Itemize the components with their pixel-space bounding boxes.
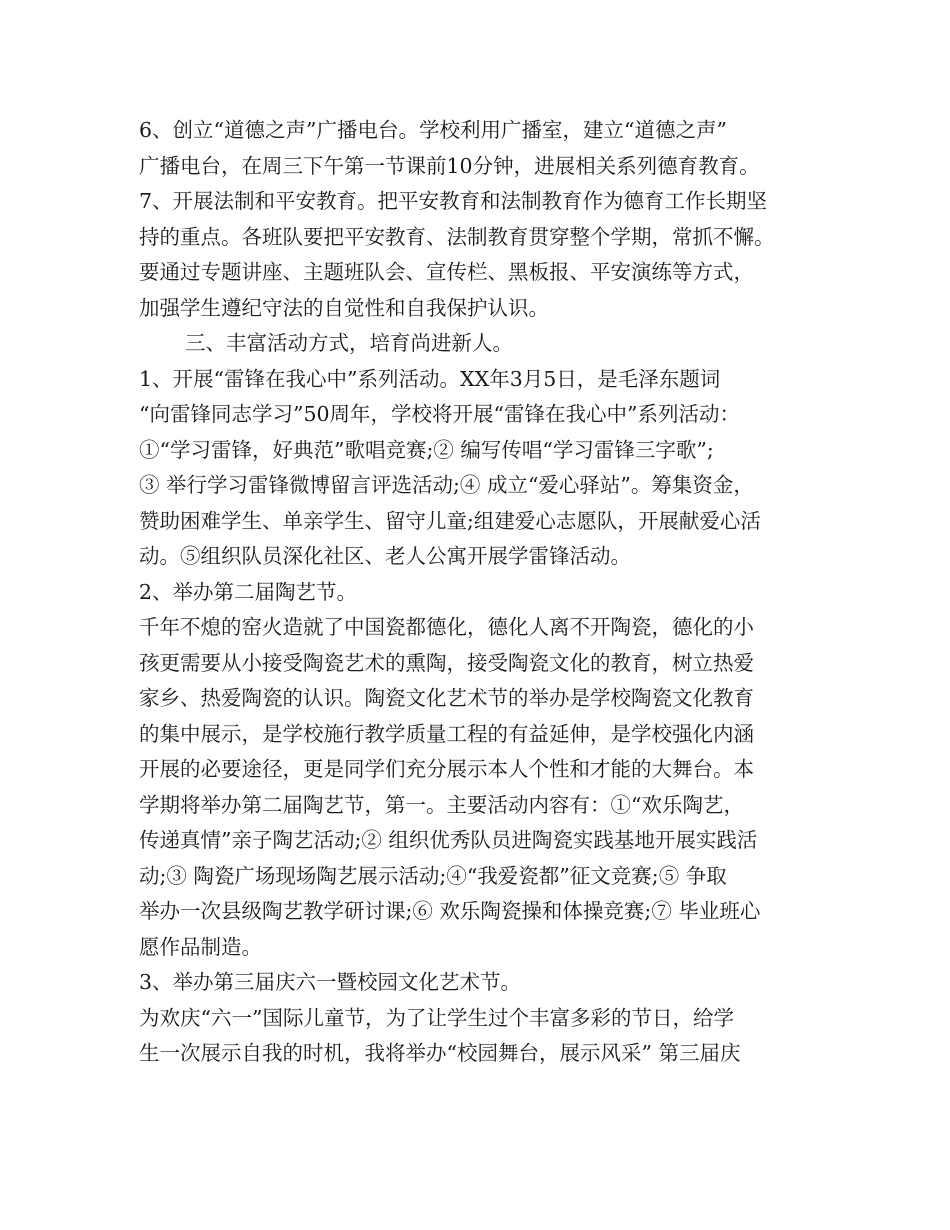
paragraph-line: 千年不熄的窑火造就了中国瓷都德化，德化人离不开陶瓷，德化的小 bbox=[139, 615, 754, 639]
paragraph-line: 举办一次县级陶艺教学研讨课;⑥ 欢乐陶瓷操和体操竞赛;⑦ 毕业班心 bbox=[139, 899, 761, 923]
paragraph-line: 动。⑤组织队员深化社区、老人公寓开展学雷锋活动。 bbox=[139, 544, 631, 568]
paragraph-line: 赞助困难学生、单亲学生、留守儿童;组建爱心志愿队，开展献爱心活 bbox=[139, 508, 761, 533]
paragraph-line: ①“学习雷锋，好典范”歌唱竞赛;② 编写传唱“学习雷锋三字歌”; bbox=[139, 437, 714, 462]
paragraph-line: 3、举办第三届庆六一暨校园文化艺术节。 bbox=[139, 970, 522, 994]
paragraph-line: 学期将举办第二届陶艺节，第一。主要活动内容有：①“欢乐陶艺， bbox=[139, 792, 744, 817]
paragraph-line: 的集中展示，是学校施行教学质量工程的有益延伸，是学校强化内涵 bbox=[139, 721, 754, 746]
paragraph-line: 7、开展法制和平安教育。把平安教育和法制教育作为德育工作长期坚 bbox=[139, 189, 768, 213]
paragraph-line: 持的重点。各班队要把平安教育、法制教育贯穿整个学期，常抓不懈。 bbox=[139, 224, 775, 249]
paragraph-line: “向雷锋同志学习”50周年，学校将开展“雷锋在我心中”系列活动： bbox=[139, 402, 741, 426]
paragraph-line: 开展的必要途径，更是同学们充分展示本人个性和才能的大舞台。本 bbox=[139, 757, 754, 781]
paragraph-line: 生一次展示自我的时机，我将举办“校园舞台，展示风采” 第三届庆 bbox=[139, 1041, 741, 1065]
paragraph-line: 2、举办第二届陶艺节。 bbox=[139, 579, 358, 604]
paragraph-line: 孩更需要从小接受陶瓷艺术的熏陶，接受陶瓷文化的教育，树立热爱 bbox=[139, 650, 754, 675]
paragraph-line: 1、开展“雷锋在我心中”系列活动。XX年3月5日，是毛泽东题词 bbox=[139, 366, 721, 391]
paragraph-line: 家乡、热爱陶瓷的认识。陶瓷文化艺术节的举办是学校陶瓷文化教育 bbox=[139, 686, 754, 710]
document-body bbox=[139, 113, 829, 1072]
paragraph-line: 6、创立“道德之声”广播电台。学校利用广播室，建立“道德之声” bbox=[139, 118, 727, 142]
paragraph-line: 动;③ 陶瓷广场现场陶艺展示活动;④“我爱瓷都”征文竞赛;⑤ 争取 bbox=[139, 863, 727, 888]
section-heading: 三、丰富活动方式，培育尚进新人。 bbox=[185, 331, 513, 355]
paragraph-line: 传递真情”亲子陶艺活动;② 组织优秀队员进陶瓷实践基地开展实践活 bbox=[139, 828, 758, 852]
paragraph-line: 广播电台，在周三下午第一节课前10分钟，进展相关系列德育教育。 bbox=[139, 153, 760, 178]
paragraph-line: ③ 举行学习雷锋微博留言评选活动;④ 成立“爱心驿站”。筹集资金， bbox=[139, 473, 754, 497]
paragraph-line: 要通过专题讲座、主题班队会、宣传栏、黑板报、平安演练等方式， bbox=[139, 260, 754, 284]
paragraph-line: 加强学生遵纪守法的自觉性和自我保护认识。 bbox=[139, 295, 549, 320]
paragraph-line: 愿作品制造。 bbox=[139, 934, 262, 959]
paragraph-line: 为欢庆“六一”国际儿童节，为了让学生过个丰富多彩的节日，给学 bbox=[139, 1005, 734, 1030]
